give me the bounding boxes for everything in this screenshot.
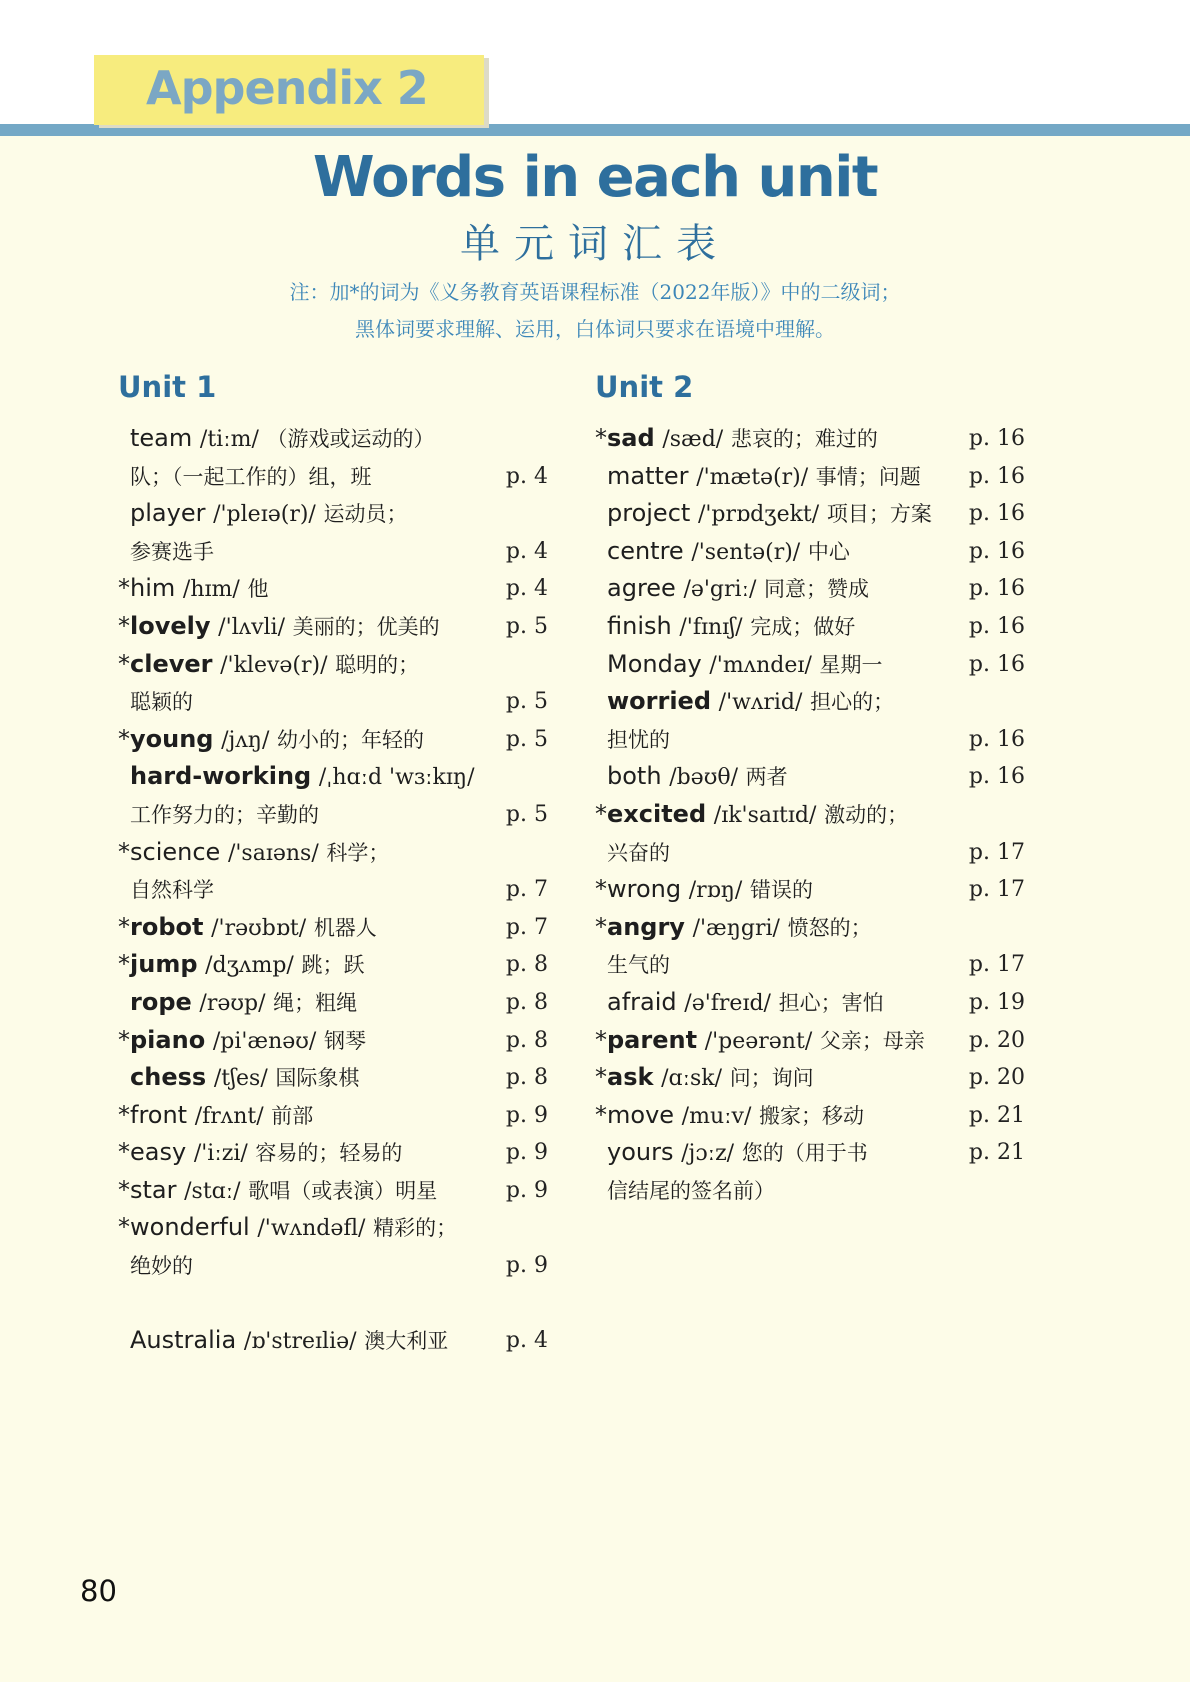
star-marker: * xyxy=(118,611,130,640)
page-reference: p. 5 xyxy=(505,613,548,639)
headword: rope xyxy=(130,987,192,1016)
phonetic: /'sentə(r)/ xyxy=(691,539,801,565)
unit1-word-list xyxy=(118,420,548,1360)
star-marker: * xyxy=(118,574,130,603)
page-reference: p. 4 xyxy=(505,576,548,602)
page-reference: p. 7 xyxy=(505,914,548,940)
word-entry xyxy=(595,533,1025,571)
phonetic: /'rəʊbɒt/ xyxy=(211,915,307,941)
headword: clever xyxy=(130,649,213,678)
spacer xyxy=(118,1285,548,1323)
page-reference: p. 8 xyxy=(505,1027,548,1053)
chinese-meaning: 搬家；移动 xyxy=(759,1103,865,1128)
word-entry xyxy=(595,646,1025,684)
star-marker: * xyxy=(595,912,607,941)
word-entry xyxy=(595,1059,1025,1097)
headword: player xyxy=(130,499,206,528)
word-entry xyxy=(595,796,1025,871)
chinese-meaning: 容易的；轻易的 xyxy=(255,1141,403,1166)
chinese-meaning: 愤怒的； xyxy=(787,915,872,940)
chinese-meaning: 您的（用于书 xyxy=(741,1141,868,1166)
chinese-meaning: 跳；跃 xyxy=(301,953,365,978)
word-entry xyxy=(118,758,548,833)
chinese-meaning: 悲哀的；难过的 xyxy=(730,427,878,451)
word-entry xyxy=(118,1022,548,1060)
chinese-meaning: 担心；害怕 xyxy=(778,990,884,1015)
chinese-meaning: 精彩的； xyxy=(373,1216,458,1241)
page-reference: p. 16 xyxy=(968,538,1025,564)
star-marker: * xyxy=(595,875,607,904)
page-reference: p. 16 xyxy=(968,651,1025,677)
word-entry xyxy=(118,646,548,721)
page-reference: p. 17 xyxy=(968,839,1025,865)
star-marker: * xyxy=(118,1025,130,1054)
chinese-meaning: 事情；问题 xyxy=(815,464,921,489)
phonetic: /'peərənt/ xyxy=(704,1028,813,1054)
appendix-tab xyxy=(94,55,484,125)
headword: agree xyxy=(607,574,676,603)
chinese-meaning: 队；（一起工作的）组，班 xyxy=(130,464,372,489)
word-entry xyxy=(595,420,1025,458)
appendix-label: Appendix 2 xyxy=(146,61,428,115)
word-entry xyxy=(595,1022,1025,1060)
star-marker: * xyxy=(118,1138,130,1167)
headword: hard-working xyxy=(130,762,312,791)
page-reference: p. 17 xyxy=(968,952,1025,978)
headword: sad xyxy=(607,424,655,452)
headword: both xyxy=(607,762,662,791)
headword: Monday xyxy=(607,649,702,678)
phonetic: /frʌnt/ xyxy=(194,1103,264,1129)
page-reference: p. 20 xyxy=(968,1065,1025,1091)
word-entry xyxy=(595,458,1025,496)
page-reference: p. 16 xyxy=(968,764,1025,790)
star-marker: * xyxy=(118,1175,130,1204)
headword: angry xyxy=(607,912,685,941)
star-marker: * xyxy=(118,912,130,941)
page-reference: p. 4 xyxy=(505,1328,548,1354)
phonetic: /ə'freɪd/ xyxy=(684,990,771,1016)
word-entry xyxy=(595,683,1025,758)
headword: parent xyxy=(607,1025,698,1054)
phonetic: /stɑː/ xyxy=(184,1178,241,1204)
word-entry xyxy=(118,1134,548,1172)
word-entry xyxy=(595,570,1025,608)
headword: front xyxy=(130,1100,188,1129)
word-entry xyxy=(118,420,548,495)
word-entry xyxy=(595,608,1025,646)
headword: him xyxy=(130,574,176,603)
headword: piano xyxy=(130,1025,206,1054)
phonetic: /'saɪəns/ xyxy=(227,840,319,866)
word-entry xyxy=(595,909,1025,984)
page-reference: p. 4 xyxy=(505,463,548,489)
headword: worried xyxy=(607,687,712,716)
headword: yours xyxy=(607,1138,674,1167)
star-marker: * xyxy=(595,799,607,828)
page-reference: p. 8 xyxy=(505,1065,548,1091)
word-entry xyxy=(118,909,548,947)
unit2-word-list xyxy=(595,420,1025,1209)
headword: team xyxy=(130,424,193,452)
star-marker: * xyxy=(595,1100,607,1129)
word-entry xyxy=(118,1097,548,1135)
page-reference: p. 21 xyxy=(968,1140,1025,1166)
phonetic: /muːv/ xyxy=(681,1103,752,1129)
unit2-heading: Unit 2 xyxy=(595,370,694,404)
word-entry xyxy=(595,758,1025,796)
chinese-meaning: 问；询问 xyxy=(729,1066,814,1091)
word-entry xyxy=(118,1172,548,1210)
page-reference: p. 17 xyxy=(968,877,1025,903)
phonetic: /ɒ'streɪliə/ xyxy=(243,1329,357,1355)
chinese-meaning: 项目；方案 xyxy=(826,502,932,527)
headword: star xyxy=(130,1175,177,1204)
chinese-meaning: 激动的； xyxy=(824,802,909,827)
chinese-meaning: 错误的 xyxy=(749,878,813,903)
phonetic: /'pleɪə(r)/ xyxy=(213,502,316,528)
chinese-meaning: 工作努力的；辛勤的 xyxy=(130,802,319,827)
page-reference: p. 9 xyxy=(505,1177,548,1203)
chinese-meaning: 美丽的；优美的 xyxy=(292,614,440,639)
chinese-meaning: 兴奋的 xyxy=(607,840,670,865)
phonetic: /jʌŋ/ xyxy=(221,727,270,753)
page-subtitle: 单元词汇表 xyxy=(460,221,730,267)
star-marker: * xyxy=(118,950,130,979)
phonetic: /bəʊθ/ xyxy=(669,765,739,791)
word-entry xyxy=(118,721,548,759)
page-reference: p. 20 xyxy=(968,1027,1025,1053)
phonetic: /rəʊp/ xyxy=(199,990,266,1016)
headword: robot xyxy=(130,912,204,941)
word-entry xyxy=(595,984,1025,1022)
page-reference: p. 9 xyxy=(505,1140,548,1166)
phonetic: /dʒʌmp/ xyxy=(205,953,294,979)
page-reference: p. 7 xyxy=(505,877,548,903)
headword: excited xyxy=(607,799,707,828)
headword: centre xyxy=(607,536,684,565)
chinese-meaning: 绳；粗绳 xyxy=(273,990,358,1015)
headword: jump xyxy=(130,950,198,979)
word-entry xyxy=(118,834,548,909)
page-reference: p. 21 xyxy=(968,1102,1025,1128)
phonetic: /pi'ænəʊ/ xyxy=(212,1028,317,1054)
headword: wrong xyxy=(607,875,682,904)
star-marker: * xyxy=(118,837,130,866)
word-entry xyxy=(595,871,1025,909)
star-marker: * xyxy=(595,424,607,452)
headword: easy xyxy=(130,1138,187,1167)
note-line-1: 注：加*的词为《义务教育英语课程标准（2022年版）》中的二级词； xyxy=(289,280,901,304)
chinese-meaning: 中心 xyxy=(807,539,850,564)
page-reference: p. 16 xyxy=(968,726,1025,752)
page-reference: p. 5 xyxy=(505,689,548,715)
phonetic: /'æŋgri/ xyxy=(692,915,780,941)
headword: chess xyxy=(130,1063,207,1092)
star-marker: * xyxy=(595,1063,607,1092)
chinese-meaning: 参赛选手 xyxy=(130,539,214,564)
page-reference: p. 16 xyxy=(968,576,1025,602)
page-reference: p. 16 xyxy=(968,501,1025,527)
page-title: Words in each unit xyxy=(312,145,878,210)
chinese-meaning: 星期一 xyxy=(819,652,883,677)
headword: science xyxy=(130,837,221,866)
chinese-meaning: 聪颖的 xyxy=(130,690,193,715)
phonetic: /'iːzi/ xyxy=(193,1141,248,1167)
phonetic: /'klevə(r)/ xyxy=(220,652,328,678)
chinese-meaning: 同意；赞成 xyxy=(764,577,870,602)
page-reference: p. 16 xyxy=(968,463,1025,489)
chinese-meaning: 生气的 xyxy=(607,953,670,978)
phonetic: /rɒŋ/ xyxy=(688,878,743,904)
page-reference: p. 8 xyxy=(505,989,548,1015)
headword: matter xyxy=(607,461,689,490)
headword: ask xyxy=(607,1063,654,1092)
phonetic: /'mætə(r)/ xyxy=(696,464,809,490)
word-entry xyxy=(118,570,548,608)
word-entry xyxy=(118,946,548,984)
header-rule xyxy=(0,124,1190,136)
phonetic: /ˌhɑːd 'wɜːkɪŋ/ xyxy=(318,765,475,791)
star-marker: * xyxy=(118,649,130,678)
phonetic: /'prɒdʒekt/ xyxy=(697,502,820,528)
phonetic: /ə'griː/ xyxy=(683,577,757,603)
word-entry xyxy=(595,1134,1025,1209)
headword: wonderful xyxy=(130,1213,250,1242)
chinese-meaning: 信结尾的签名前） xyxy=(607,1178,775,1203)
page-reference: p. 5 xyxy=(505,726,548,752)
unit1-heading: Unit 1 xyxy=(118,370,217,404)
page-reference: p. 16 xyxy=(968,426,1025,451)
chinese-meaning: 歌唱（或表演）明星 xyxy=(248,1178,438,1203)
phonetic: /jɔːz/ xyxy=(681,1141,735,1167)
phonetic: /ɪk'saɪtɪd/ xyxy=(713,802,817,828)
chinese-meaning: 国际象棋 xyxy=(275,1066,360,1091)
headword: afraid xyxy=(607,987,677,1016)
chinese-meaning: 自然科学 xyxy=(130,878,214,903)
phonetic: /sæd/ xyxy=(662,427,724,452)
page-reference: p. 19 xyxy=(968,989,1025,1015)
page-reference: p. 9 xyxy=(505,1253,548,1279)
page-reference: p. 16 xyxy=(968,613,1025,639)
page-reference: p. 5 xyxy=(505,801,548,827)
chinese-meaning: 科学； xyxy=(326,840,390,865)
chinese-meaning: 澳大利亚 xyxy=(364,1329,449,1354)
phonetic: /ɑːsk/ xyxy=(661,1066,723,1092)
word-entry xyxy=(118,1209,548,1284)
chinese-meaning: 父亲；母亲 xyxy=(819,1028,925,1053)
chinese-meaning: 机器人 xyxy=(313,915,377,940)
chinese-meaning: 绝妙的 xyxy=(130,1254,193,1279)
page-reference: p. 4 xyxy=(505,538,548,564)
phonetic: /'fɪnɪʃ/ xyxy=(679,614,743,640)
word-entry xyxy=(118,608,548,646)
phonetic: /hɪm/ xyxy=(182,577,240,603)
chinese-meaning: 完成；做好 xyxy=(750,614,856,639)
phonetic: /'wʌrid/ xyxy=(718,690,803,716)
chinese-meaning: 聪明的； xyxy=(335,652,420,677)
headword: project xyxy=(607,499,691,528)
phonetic: /'wʌndəfl/ xyxy=(257,1216,366,1242)
word-entry xyxy=(118,984,548,1022)
word-entry xyxy=(595,1097,1025,1135)
chinese-meaning: 担心的； xyxy=(810,690,895,715)
chinese-meaning: 钢琴 xyxy=(323,1028,366,1053)
word-entry xyxy=(118,1322,548,1360)
word-entry xyxy=(595,495,1025,533)
chinese-meaning: 担忧的 xyxy=(607,727,670,752)
chinese-meaning: 两者 xyxy=(745,765,788,790)
chinese-meaning: 运动员； xyxy=(323,502,408,527)
page-reference: p. 9 xyxy=(505,1102,548,1128)
star-marker: * xyxy=(595,1025,607,1054)
headword: lovely xyxy=(130,611,211,640)
chinese-meaning: 前部 xyxy=(271,1103,314,1128)
chinese-meaning: 他 xyxy=(247,577,269,602)
word-entry xyxy=(118,495,548,570)
chinese-meaning: （游戏或运动的） xyxy=(266,427,435,451)
phonetic: /'mʌndeɪ/ xyxy=(709,652,812,678)
headword: Australia xyxy=(130,1326,237,1355)
star-marker: * xyxy=(118,724,130,753)
headword: young xyxy=(130,724,214,753)
phonetic: /'lʌvli/ xyxy=(218,614,285,640)
note-line-2: 黑体词要求理解、运用，白体词只要求在语境中理解。 xyxy=(355,317,835,341)
headword: finish xyxy=(607,611,672,640)
page-reference: p. 8 xyxy=(505,952,548,978)
headword: move xyxy=(607,1100,675,1129)
phonetic: /tʃes/ xyxy=(213,1066,268,1092)
page-number: 80 xyxy=(80,1574,117,1608)
star-marker: * xyxy=(118,1213,130,1242)
phonetic: /tiːm/ xyxy=(199,427,259,452)
chinese-meaning: 幼小的；年轻的 xyxy=(277,727,425,752)
word-entry xyxy=(118,1059,548,1097)
star-marker: * xyxy=(118,1100,130,1129)
